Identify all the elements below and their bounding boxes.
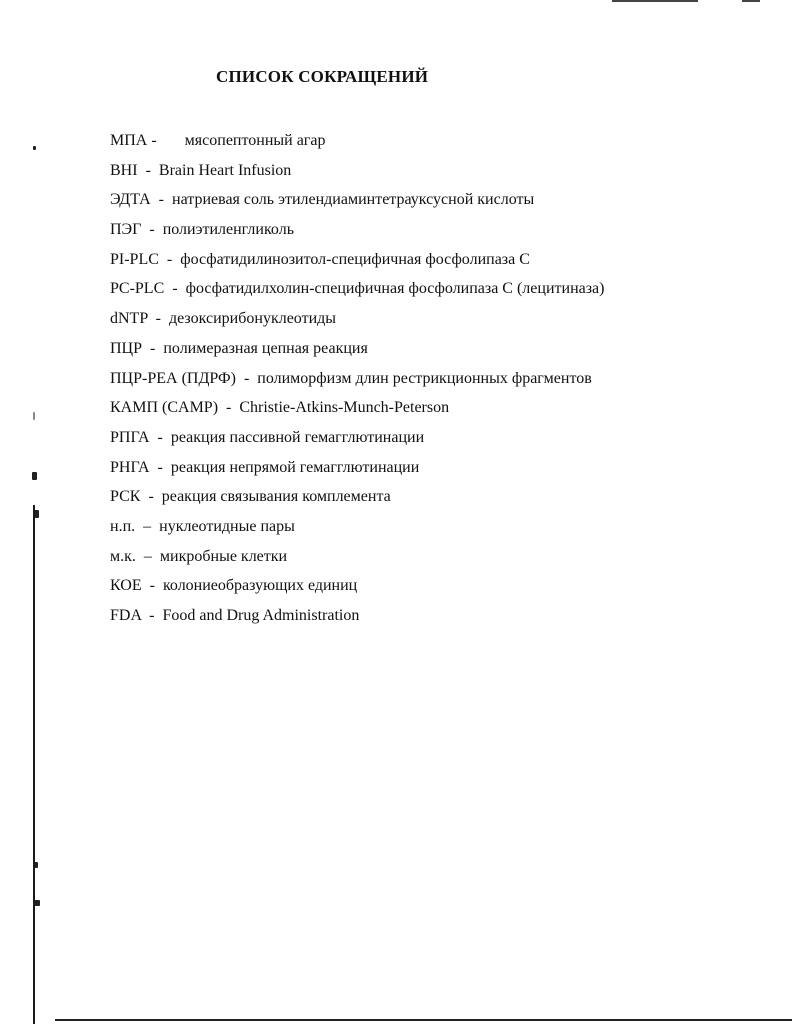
scan-top-mark bbox=[612, 0, 698, 2]
abbreviation-row bbox=[110, 308, 750, 338]
abbreviation-term: FDA bbox=[110, 607, 142, 624]
abbreviation-row bbox=[110, 130, 750, 160]
abbreviation-term: ПЦР-РЕА (ПДРФ) bbox=[110, 369, 236, 387]
page-title: СПИСОК СОКРАЩЕНИЙ bbox=[216, 67, 429, 86]
abbreviation-dash: – bbox=[135, 547, 160, 565]
abbreviation-definition: фосфатидилинозитол-специфичная фосфолипаза С bbox=[180, 250, 530, 268]
abbreviation-term: КОЕ bbox=[110, 577, 142, 595]
abbreviation-row bbox=[110, 516, 750, 546]
abbreviation-dash: - bbox=[141, 607, 163, 624]
abbreviation-dash: - bbox=[141, 577, 163, 595]
abbreviation-definition: микробные клетки bbox=[159, 547, 288, 565]
abbreviation-row bbox=[110, 605, 750, 635]
abbreviation-term: PI-PLC bbox=[110, 250, 159, 268]
scan-top-mark bbox=[742, 0, 760, 2]
scan-speck bbox=[33, 146, 36, 150]
scan-speck bbox=[32, 472, 37, 480]
abbreviation-row bbox=[110, 546, 750, 576]
abbreviation-definition: мясопептонный агар bbox=[184, 132, 326, 149]
abbreviation-row bbox=[110, 486, 750, 516]
abbreviation-term: ЭДТА bbox=[110, 191, 151, 209]
abbreviation-term: МПА bbox=[110, 132, 148, 149]
abbreviation-definition: Christie-Atkins-Munch-Peterson bbox=[239, 399, 450, 417]
abbreviation-term: н.п. bbox=[110, 517, 136, 535]
abbreviation-row bbox=[110, 160, 750, 190]
abbreviation-row bbox=[110, 278, 750, 308]
abbreviation-row bbox=[110, 427, 750, 457]
abbreviation-definition: реакция пассивной гемагглютинации bbox=[170, 428, 425, 446]
abbreviation-dash: - bbox=[164, 280, 186, 298]
abbreviation-dash: - bbox=[235, 369, 258, 387]
abbreviation-definition: колониеобразующих единиц bbox=[162, 577, 358, 595]
abbreviation-definition: дезоксирибонуклеотиды bbox=[168, 310, 337, 328]
abbreviation-row bbox=[110, 368, 750, 398]
abbreviation-definition: реакция непрямой гемагглютинации bbox=[170, 458, 420, 476]
abbreviation-dash: - bbox=[218, 399, 240, 417]
abbreviation-term: м.к. bbox=[110, 547, 136, 565]
abbreviation-dash: - bbox=[149, 458, 171, 476]
abbreviation-dash: - bbox=[158, 250, 181, 268]
abbreviation-term: dNTP bbox=[110, 310, 148, 328]
abbreviation-dash: - bbox=[140, 488, 162, 506]
abbreviation-term: ПЦР bbox=[110, 339, 143, 357]
abbreviation-dash: - bbox=[150, 191, 172, 209]
abbreviation-row bbox=[110, 189, 750, 219]
abbreviation-dash: - bbox=[142, 339, 164, 357]
abbreviation-term: РПГА bbox=[110, 428, 150, 446]
abbreviation-dash: - bbox=[147, 310, 169, 328]
scan-speck bbox=[33, 412, 35, 420]
abbreviation-definition: полиморфизм длин рестрикционных фрагментов bbox=[257, 369, 592, 387]
abbreviation-definition: фосфатидилхолин-специфичная фосфолипаза С (лецитиназа) bbox=[185, 280, 605, 298]
abbreviation-row bbox=[110, 575, 750, 605]
abbreviation-row bbox=[110, 338, 750, 368]
abbreviation-dash: - bbox=[147, 132, 185, 149]
scan-bottom-border bbox=[55, 1019, 792, 1021]
abbreviation-row bbox=[110, 249, 750, 279]
abbreviation-dash: - bbox=[149, 428, 171, 446]
abbreviation-term: КАМП (CAMP) bbox=[110, 399, 219, 417]
abbreviation-row bbox=[110, 457, 750, 487]
abbreviation-definition: реакция связывания комплемента bbox=[161, 488, 391, 506]
abbreviation-term: BHI bbox=[110, 161, 138, 179]
abbreviation-term: ПЭГ bbox=[110, 221, 142, 239]
scan-left-border bbox=[33, 505, 35, 1024]
abbreviation-dash: - bbox=[137, 161, 159, 179]
abbreviation-row bbox=[110, 397, 750, 427]
abbreviation-dash: – bbox=[135, 517, 160, 535]
abbreviation-definition: Brain Heart Infusion bbox=[158, 161, 292, 179]
abbreviation-definition: Food and Drug Administration bbox=[162, 607, 360, 624]
abbreviation-list bbox=[110, 130, 750, 635]
abbreviation-row bbox=[110, 219, 750, 249]
abbreviation-term: РНГА bbox=[110, 458, 150, 476]
abbreviation-dash: - bbox=[141, 221, 163, 239]
abbreviation-definition: полимеразная цепная реакция bbox=[163, 339, 368, 357]
abbreviation-definition: натриевая соль этилендиаминтетрауксусной кислоты bbox=[172, 191, 535, 209]
abbreviation-term: РСК bbox=[110, 488, 141, 506]
abbreviation-term: PC-PLC bbox=[110, 280, 165, 298]
abbreviation-definition: нуклеотидные пары bbox=[159, 517, 295, 535]
abbreviation-definition: полиэтиленгликоль bbox=[162, 221, 294, 239]
